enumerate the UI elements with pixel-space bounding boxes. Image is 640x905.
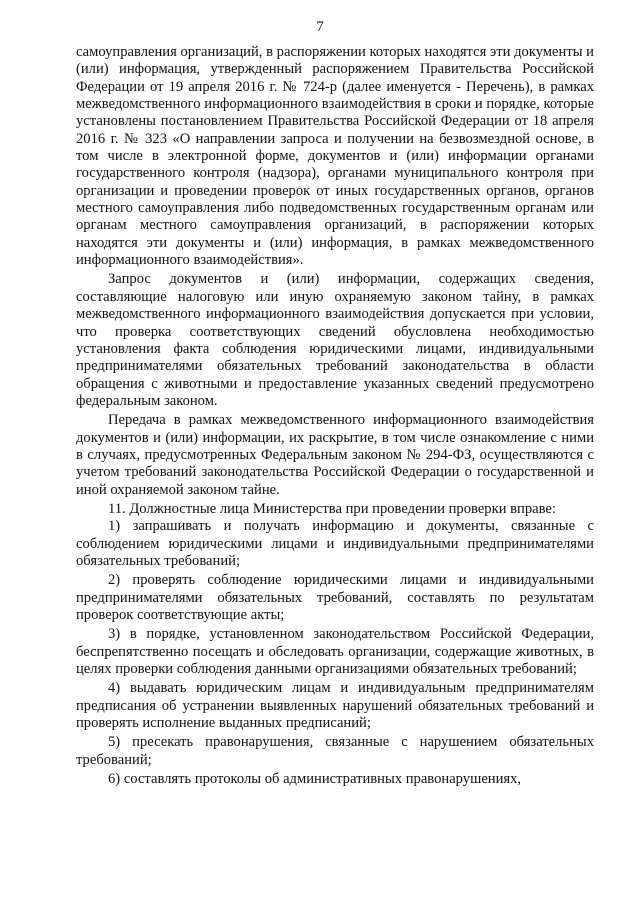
page-number: 7 (316, 19, 324, 35)
list-item-2: 2) проверять соблюдение юридическими лицами и индивидуальными предпринимателями обязательных требований, составлять по результатам проверок соответствующие акты; (76, 572, 594, 623)
list-item-3: 3) в порядке, установленном законодательством Российской Федерации, беспрепятственно посещать и обследовать организации, содержащие животных, в целях проверки соблюдения данными организациями обязательных требований; (76, 626, 594, 678)
list-item-4: 4) выдавать юридическим лицам и индивидуальным предпринимателям предписания об устранении выявленных нарушений обязательных требований и проверять исполнение выданных предписаний; (76, 680, 594, 732)
list-item-1: 1) запрашивать и получать информацию и документы, связанные с соблюдением юридическими лицами и индивидуальными предпринимателями обязательных требований; (76, 518, 594, 569)
list-item-5: 5) пресекать правонарушения, связанные с нарушением обязательных требований; (76, 734, 594, 768)
paragraph-clause-11: 11. Должностные лица Министерства при проведении проверки вправе: (108, 500, 556, 517)
document-body (76, 44, 594, 788)
paragraph-transfer-documents: Передача в рамках межведомственного информационного взаимодействия документов и (или) информации, их раскрытие, в том числе ознакомление с ними в случаях, предусмотренных Федеральным законом № 294-ФЗ, осуществляются с учетом требований законодательства Российской Федерации о государственной и иной охраняемой законом тайне. (76, 412, 594, 498)
paragraph-secret-info-request: Запрос документов и (или) информации, содержащих сведения, составляющие налоговую или иную охраняемую законом тайну, в рамках межведомственного информационного взаимодействия допускается при условии, что проверка соответствующих сведений обусловлена необходимостью установления факта соблюдения юридическими лицами, индивидуальными предпринимателями обязательных требований законодательства в области обращения с животными и предоставление указанных сведений предусмотрено федеральным законом. (76, 271, 594, 409)
list-item-6: 6) составлять протоколы об административных правонарушениях, (108, 771, 522, 788)
paragraph-perechen: самоуправления организаций, в распоряжении которых находятся эти документы и (или) информация, утвержденный распоряжением Правительства Российской Федерации от 19 апреля 2016 г. № 724-р (далее именуется - Перечень), в рамках межведомственного информационного взаимодействия в сроки и порядке, которые установлены постановлением Правительства Российской Федерации от 18 апреля 2016 г. № 323 «О направлении запроса и получении на безвозмездной основе, в том числе в электронной форме, документов и (или) информации органами государственного контроля (надзора), органами муниципального контроля при организации и проведении проверок от иных государственных органов, органов местного самоуправления либо подведомственных государственным органам или органам местного самоуправления организаций, в распоряжении которых находятся эти документы и (или) информация, в рамках межведомственного информационного взаимодействия». (76, 44, 594, 269)
